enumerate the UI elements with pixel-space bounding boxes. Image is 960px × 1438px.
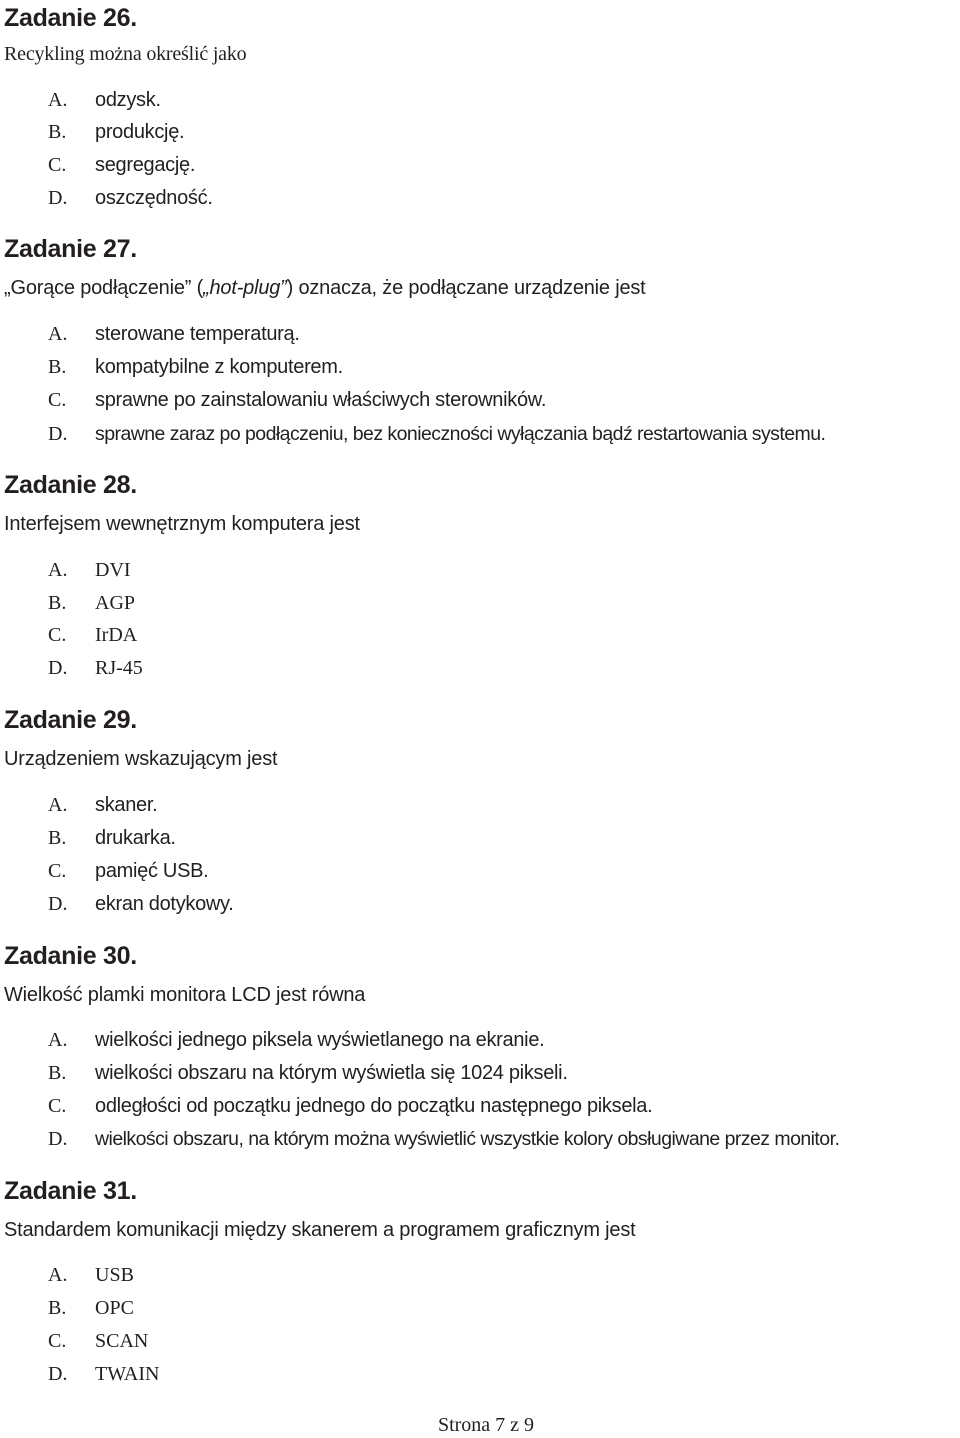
answer-letter: B. — [48, 120, 67, 143]
answer-text: AGP — [95, 591, 136, 614]
answer-text: drukarka. — [95, 826, 176, 849]
answer-text: skaner. — [95, 793, 158, 816]
task-28-answer-d — [48, 655, 143, 681]
question-text-after: ) oznacza, że podłączane urządzenie jest — [286, 277, 646, 299]
answer-letter: B. — [48, 1296, 67, 1319]
answer-text: ekran dotykowy. — [95, 892, 234, 915]
answer-letter: B. — [48, 591, 67, 614]
answer-letter: D. — [48, 656, 68, 679]
answer-text: SCAN — [95, 1329, 149, 1352]
task-27-title: Zadanie 27. — [4, 235, 137, 263]
task-31-answer-a — [48, 1262, 134, 1288]
answer-text: DVI — [95, 558, 131, 581]
answer-letter: C. — [48, 153, 67, 176]
answer-letter: D. — [48, 1127, 68, 1150]
task-30-answer-c — [48, 1093, 652, 1119]
task-30-title: Zadanie 30. — [4, 942, 137, 970]
answer-letter: C. — [48, 1094, 67, 1117]
task-28-answer-a — [48, 557, 131, 583]
task-27-answer-d — [48, 421, 825, 447]
answer-text: TWAIN — [95, 1362, 160, 1385]
answer-letter: D. — [48, 1362, 68, 1385]
answer-letter: D. — [48, 892, 68, 915]
task-29-answer-c — [48, 858, 208, 884]
answer-letter: A. — [48, 1263, 68, 1286]
task-28-answer-b — [48, 590, 135, 616]
answer-letter: A. — [48, 1028, 68, 1051]
task-26-answer-b — [48, 119, 184, 145]
task-27-answer-c — [48, 387, 546, 413]
answer-letter: C. — [48, 859, 67, 882]
answer-text: sprawne po zainstalowaniu właściwych sterowników. — [95, 388, 547, 411]
answer-text: wielkości obszaru, na którym można wyświetlić wszystkie kolory obsługiwane przez monitor. — [95, 1127, 840, 1150]
answer-letter: C. — [48, 1329, 67, 1352]
task-26-answer-c — [48, 152, 195, 178]
answer-letter: C. — [48, 623, 67, 646]
task-30-answer-a — [48, 1027, 544, 1053]
answer-text: segregację. — [95, 153, 196, 176]
answer-text: odzysk. — [95, 88, 161, 111]
answer-text: OPC — [95, 1296, 134, 1319]
task-27-answer-b — [48, 354, 343, 380]
task-31-title: Zadanie 31. — [4, 1177, 137, 1205]
task-29-answer-d — [48, 891, 234, 917]
question-text-italic: „hot-plug” — [203, 277, 287, 299]
answer-text: kompatybilne z komputerem. — [95, 355, 343, 378]
task-28-answer-c — [48, 622, 137, 648]
answer-text: produkcję. — [95, 120, 185, 143]
answer-text: USB — [95, 1263, 134, 1286]
answer-letter: D. — [48, 186, 68, 209]
answer-letter: A. — [48, 88, 68, 111]
answer-letter: D. — [48, 422, 68, 445]
answer-text: pamięć USB. — [95, 859, 209, 882]
task-31-answer-d — [48, 1361, 159, 1387]
answer-text: wielkości obszaru na którym wyświetla się 1024 pikseli. — [95, 1061, 568, 1084]
task-31-question: Standardem komunikacji między skanerem a programem graficznym jest — [4, 1219, 636, 1241]
task-29-answer-a — [48, 792, 157, 818]
answer-text: wielkości jednego piksela wyświetlanego na ekranie. — [95, 1028, 545, 1051]
task-28-question: Interfejsem wewnętrznym komputera jest — [4, 513, 360, 535]
task-28-title: Zadanie 28. — [4, 471, 137, 499]
answer-letter: A. — [48, 558, 68, 581]
answer-letter: C. — [48, 388, 67, 411]
answer-text: oszczędność. — [95, 186, 213, 209]
task-31-answer-b — [48, 1295, 134, 1321]
task-30-answer-d — [48, 1126, 839, 1152]
answer-letter: B. — [48, 355, 67, 378]
answer-text: odległości od początku jednego do początku następnego piksela. — [95, 1094, 653, 1117]
answer-letter: A. — [48, 793, 68, 816]
task-26-answer-d — [48, 185, 213, 211]
answer-text: RJ-45 — [95, 656, 143, 679]
task-31-answer-c — [48, 1328, 148, 1354]
task-26-question: Recykling można określić jako — [4, 43, 247, 65]
answer-letter: A. — [48, 322, 68, 345]
task-27-answer-a — [48, 321, 300, 347]
answer-letter: B. — [48, 1061, 67, 1084]
task-29-title: Zadanie 29. — [4, 706, 137, 734]
answer-text: sterowane temperaturą. — [95, 322, 300, 345]
task-29-answer-b — [48, 825, 176, 851]
task-26-answer-a — [48, 87, 161, 113]
task-30-answer-b — [48, 1060, 568, 1086]
task-29-question: Urządzeniem wskazującym jest — [4, 748, 278, 770]
question-text-before: „Gorące podłączenie” ( — [4, 277, 204, 299]
answer-text: IrDA — [95, 623, 138, 646]
task-26-title: Zadanie 26. — [4, 4, 137, 32]
answer-text: sprawne zaraz po podłączeniu, bez konieczności wyłączania bądź restartowania systemu. — [95, 422, 826, 445]
task-30-question: Wielkość plamki monitora LCD jest równa — [4, 984, 366, 1006]
answer-letter: B. — [48, 826, 67, 849]
task-27-question — [4, 275, 646, 301]
page-number: Strona 7 z 9 — [437, 1414, 535, 1436]
